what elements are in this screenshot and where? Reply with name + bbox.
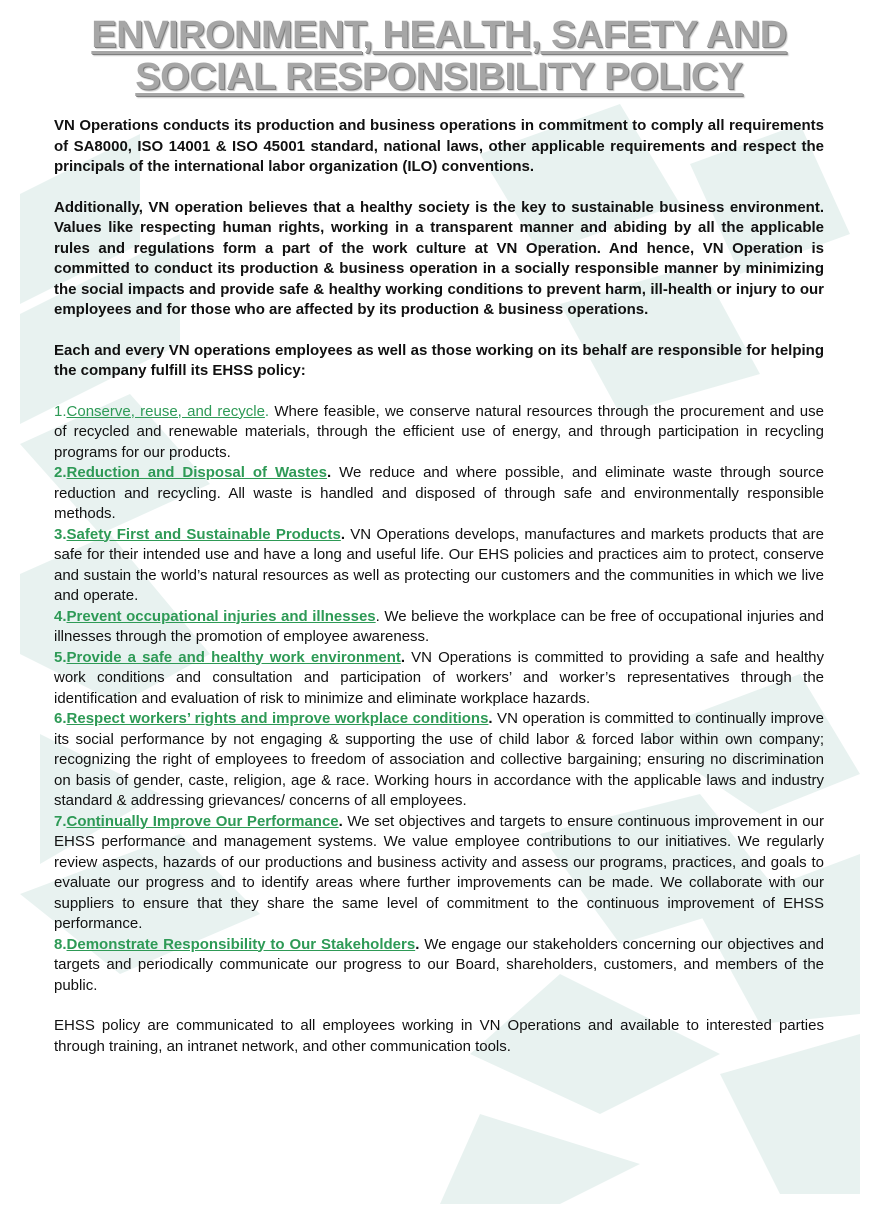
item-body: We reduce and where possible, and eliminate waste through source reduction and recycling. All waste is handled and disposed of through safe and environmentally responsible methods. [54, 464, 824, 522]
title-line-2: SOCIAL RESPONSIBILITY POLICY [135, 56, 743, 98]
intro-paragraph-1: VN Operations conducts its production and business operations in commitment to comply all requirements of SA8000, ISO 14001 & ISO 45001 standard, national laws, other applicable requirements and respect the principals of the international labor organization (ILO) conventions. [54, 117, 824, 175]
item-separator: . [400, 648, 406, 666]
item-separator: . [375, 607, 380, 625]
item-number: 8. [54, 935, 67, 953]
item-body: We believe the workplace can be free of occupational injuries and illnesses through the promotion of employee awareness. [54, 607, 824, 645]
policy-item [54, 648, 824, 710]
closing-paragraph: EHSS policy are communicated to all employees working in VN Operations and available to interested parties through training, an intranet network, and other communication tools. [54, 1017, 824, 1055]
item-separator: . [415, 935, 420, 953]
item-heading: Provide a safe and healthy work environment [66, 648, 401, 666]
item-number: 3. [54, 525, 67, 543]
item-heading: Reduction and Disposal of Wastes [66, 464, 327, 481]
item-number: 4. [54, 607, 67, 625]
item-separator: . [340, 525, 346, 543]
item-number: 2. [54, 464, 67, 481]
item-body: VN operation is committed to continually improve its social performance by not engaging & supporting the use of child labor & forced labor within own company; recognizing the right of employees to freedom of association and collective bargaining; ensuring no discrimination on basis of gender, caste, religion, age & race. Working hours in accordance with the applicable laws and industry standard & addressing grievances/ concerns of all employees. [54, 710, 824, 809]
policy-item [54, 812, 824, 935]
policy-item [54, 709, 824, 812]
watermark-shape [440, 1114, 640, 1204]
watermark-shape [720, 1034, 860, 1194]
intro-paragraph-2: Additionally, VN operation believes that a healthy society is the key to sustainable business environment. Values like respecting human rights, working in a transparent manner and abiding by all the applicable rules and regulations form a part of the work culture at VN Operation. And hence, VN Operation is committed to conduct its production & business operation in a socially responsible manner by minimizing the social impacts and provide safe & healthy working conditions to prevent harm, ill-health or injury to our employees and for those who are affected by its production & business operations. [54, 198, 824, 318]
item-heading: Safety First and Sustainable Products [66, 525, 341, 543]
item-separator: . [488, 710, 493, 727]
intro-paragraph-3: Each and every VN operations employees as well as those working on its behalf are responsible for helping the company fulfill its EHSS policy: [54, 341, 824, 379]
item-body: Where feasible, we conserve natural resources through the procurement and use of recycled and renewable materials, through the efficient use of energy, and through participation in recycling programs for our products. [54, 402, 824, 461]
policy-item [54, 463, 824, 525]
item-number: 6. [54, 710, 67, 727]
item-heading: Continually Improve Our Performance [66, 812, 339, 830]
page-title [54, 14, 824, 98]
policy-items-list [54, 402, 824, 997]
item-heading: Demonstrate Responsibility to Our Stakeholders [66, 935, 416, 953]
item-body: We engage our stakeholders concerning our objectives and targets and periodically communicate our progress to our Board, shareholders, customers, and members of the public. [54, 935, 824, 994]
policy-item [54, 402, 824, 464]
item-separator: . [264, 402, 270, 420]
item-heading: Conserve, reuse, and recycle [66, 402, 265, 420]
item-body: VN Operations develops, manufactures and markets products that are safe for their intended use and have a long and useful life. Our EHS policies and practices aim to protect, conserve and sustain the world’s natural resources as well as protecting our customers and the communities in which we live and operate. [54, 525, 824, 604]
item-number: 1. [54, 402, 67, 420]
item-body: VN Operations is committed to providing a safe and healthy work conditions and consultation and participation of workers’ and worker’s representatives through the identification and evaluation of risk to minimize and eliminate workplace hazards. [54, 648, 824, 707]
item-heading: Prevent occupational injuries and illnesses [66, 607, 376, 625]
title-line-1: ENVIRONMENT, HEALTH, SAFETY AND [91, 14, 787, 56]
item-heading: Respect workers’ rights and improve workplace conditions [66, 710, 489, 727]
item-separator: . [338, 812, 343, 830]
policy-document [0, 14, 869, 1057]
item-number: 7. [54, 812, 67, 830]
item-separator: . [326, 464, 332, 481]
item-number: 5. [54, 648, 67, 666]
policy-item [54, 525, 824, 607]
policy-item [54, 935, 824, 997]
policy-item [54, 607, 824, 648]
item-body: We set objectives and targets to ensure continuous improvement in our EHSS performance and management systems. We value employee contributions to our initiatives. We regularly review aspects, hazards of our productions and business activity and assess our programs, practices, and goals to evaluate our progress and to identify areas where further improvements can be made. We collaborate with our suppliers to ensure that they share the same level of commitment to the continuous improvement of EHSS performance. [54, 812, 824, 932]
